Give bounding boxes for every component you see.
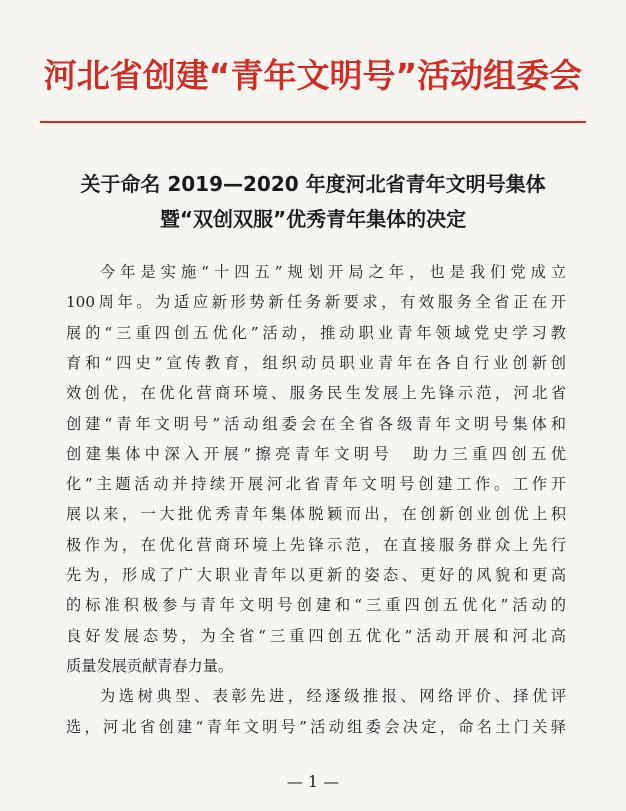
body-text-line: 质量发展贡献青春力量。	[66, 656, 234, 675]
document-title-line-2: 暨“双创双服”优秀青年集体的决定	[159, 207, 467, 231]
page-number: — 1 —	[286, 772, 340, 791]
body-text-line: 先为，形成了广大职业青年以更新的姿态、更好的风貌和更高	[66, 566, 566, 584]
body-text-line: 展的“三重四创五优化”活动，推动职业青年领域党史学习教	[66, 323, 566, 342]
body-text-line: 极作为，在优化营商环境上先锋示范，在直接服务群众上先行	[66, 535, 566, 554]
document-title-line-1: 关于命名 2019—2020 年度河北省青年文明号集体	[80, 172, 546, 196]
body-text-line: 育和“四史”宣传教育，组织动员职业青年在各自行业创新创	[66, 353, 566, 372]
body-text-line: 良好发展态势，为全省“三重四创五优化”活动开展和河北高	[66, 626, 566, 645]
body-text-line: 100周年。为适应新形势新任务新要求，有效服务全省正在开	[66, 293, 566, 312]
org-header-title: 河北省创建“青年文明号”活动组委会	[43, 56, 583, 95]
body-text-line: 的标准积极参与青年文明号创建和“三重四创五优化”活动的	[66, 596, 566, 615]
body-text-line: 效创优，在优化营商环境、服务民生发展上先锋示范，河北省	[66, 384, 566, 403]
body-text-line: 今年是实施“十四五”规划开局之年，也是我们党成立	[100, 263, 566, 281]
body-text-line: 为选树典型、表彰先进，经逐级推报、网络评价、择优评	[100, 687, 566, 706]
body-text-line: 选，河北省创建“青年文明号”活动组委会决定，命名土门关驿	[66, 717, 566, 736]
body-text-line: 创建“青年文明号”活动组委会在全省各级青年文明号集体和	[66, 414, 566, 433]
body-text-line: 化”主题活动并持续开展河北省青年文明号创建工作。工作开	[66, 475, 566, 494]
red-divider-line	[40, 121, 586, 123]
body-text-line: 创建集体中深入开展“擦亮青年文明号 助力三重四创五优	[66, 444, 566, 463]
body-text-line: 展以来，一大批优秀青年集体脱颖而出，在创新创业创优上积	[66, 505, 566, 524]
